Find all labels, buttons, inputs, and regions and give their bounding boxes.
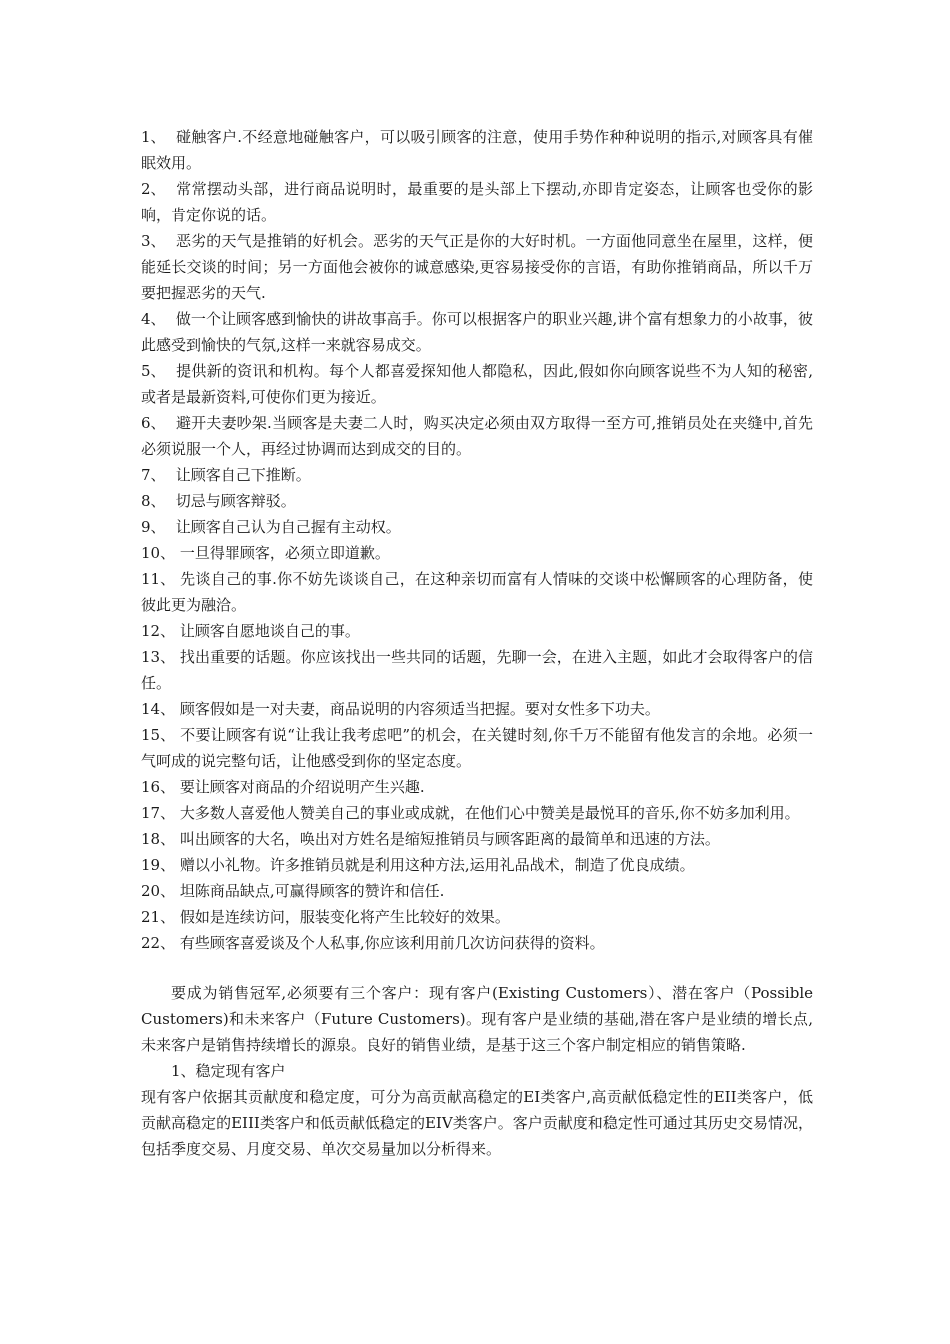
section-body: 现有客户依据其贡献度和稳定度，可分为高贡献高稳定的EI类客户,高贡献低稳定性的EII类客户，低贡献高稳定的EIII类客户和低贡献低稳定的EIV类客户。客户贡献度和稳定性可通过其历史交易情况，包括季度交易、月度交易、单次交易量加以分析得来。 bbox=[141, 1088, 813, 1158]
list-item-number: 5、 bbox=[141, 362, 166, 380]
list-item-number: 10、 bbox=[141, 544, 176, 562]
list-item bbox=[141, 540, 813, 566]
list-item bbox=[141, 696, 813, 722]
list-item bbox=[141, 930, 813, 956]
list-item-number: 21、 bbox=[141, 908, 176, 926]
list-item bbox=[141, 228, 813, 306]
list-item bbox=[141, 566, 813, 618]
list-item-number: 3、 bbox=[141, 232, 166, 250]
document-page bbox=[141, 124, 813, 1162]
list-item-text: 找出重要的话题。你应该找出一些共同的话题，先聊一会，在进入主题，如此才会取得客户的信任。 bbox=[141, 648, 813, 692]
list-item bbox=[141, 410, 813, 462]
list-item-number: 22、 bbox=[141, 934, 176, 952]
list-item-text: 让顾客自愿地谈自己的事。 bbox=[175, 622, 360, 640]
list-item bbox=[141, 358, 813, 410]
list-item-number: 6、 bbox=[141, 414, 166, 432]
list-item bbox=[141, 514, 813, 540]
list-item-text: 赠以小礼物。许多推销员就是利用这种方法,运用礼品战术，制造了优良成绩。 bbox=[175, 856, 695, 874]
list-item-text: 切忌与顾客辩驳。 bbox=[171, 492, 296, 510]
list-item bbox=[141, 826, 813, 852]
intro-paragraph: 要成为销售冠军,必须要有三个客户：现有客户(Existing Customers）、潜在客户（Possible Customers)和未来客户（Future Customers)。现有客户是业绩的基础,潜在客户是业绩的增长点,未来客户是销售持续增长的源泉。良好的销售业绩，是基于这三个客户制定相应的销售策略. bbox=[141, 984, 813, 1054]
list-item-text: 一旦得罪顾客，必须立即道歉。 bbox=[175, 544, 390, 562]
list-item-text: 常常摆动头部，进行商品说明时，最重要的是头部上下摆动,亦即肯定姿态，让顾客也受你的影响，肯定你说的话。 bbox=[141, 180, 813, 224]
list-item bbox=[141, 878, 813, 904]
list-item bbox=[141, 904, 813, 930]
list-item bbox=[141, 488, 813, 514]
list-item-number: 13、 bbox=[141, 648, 176, 666]
list-item-text: 不要让顾客有说“让我让我考虑吧”的机会，在关键时刻,你千万不能留有他发言的余地。必须一气呵成的说完整句话，让他感受到你的坚定态度。 bbox=[141, 726, 813, 770]
list-item-number: 11、 bbox=[141, 570, 176, 588]
list-item bbox=[141, 618, 813, 644]
list-item-text: 做一个让顾客感到愉快的讲故事高手。你可以根据客户的职业兴趣,讲个富有想象力的小故事，彼此感受到愉快的气氛,这样一来就容易成交。 bbox=[141, 310, 813, 354]
list-item-text: 让顾客自己下推断。 bbox=[171, 466, 311, 484]
list-item-number: 9、 bbox=[141, 518, 166, 536]
list-item-text: 叫出顾客的大名，唤出对方姓名是缩短推销员与顾客距离的最简单和迅速的方法。 bbox=[175, 830, 720, 848]
list-item bbox=[141, 852, 813, 878]
list-item-text: 大多数人喜爱他人赞美自己的事业或成就，在他们心中赞美是最悦耳的音乐,你不妨多加利用。 bbox=[175, 804, 800, 822]
section-heading: 1、稳定现有客户 bbox=[171, 1062, 286, 1080]
list-item bbox=[141, 774, 813, 800]
list-item-number: 1、 bbox=[141, 128, 166, 146]
list-item-number: 4、 bbox=[141, 310, 166, 328]
list-item bbox=[141, 800, 813, 826]
list-item bbox=[141, 124, 813, 176]
tips-list bbox=[141, 124, 813, 956]
list-item-text: 提供新的资讯和机构。每个人都喜爱探知他人都隐私，因此,假如你向顾客说些不为人知的秘密,或者是最新资料,可使你们更为接近。 bbox=[141, 362, 813, 406]
list-item-number: 19、 bbox=[141, 856, 176, 874]
list-item-number: 20、 bbox=[141, 882, 176, 900]
list-item bbox=[141, 722, 813, 774]
list-item-text: 让顾客自己认为自己握有主动权。 bbox=[171, 518, 401, 536]
list-item-number: 8、 bbox=[141, 492, 166, 510]
list-item-number: 7、 bbox=[141, 466, 166, 484]
list-item-number: 17、 bbox=[141, 804, 176, 822]
list-item bbox=[141, 306, 813, 358]
list-item-text: 假如是连续访问，服装变化将产生比较好的效果。 bbox=[175, 908, 510, 926]
list-item-text: 顾客假如是一对夫妻，商品说明的内容须适当把握。要对女性多下功夫。 bbox=[175, 700, 660, 718]
list-item-number: 18、 bbox=[141, 830, 176, 848]
paragraph-gap bbox=[141, 956, 813, 980]
list-item-number: 2、 bbox=[141, 180, 166, 198]
list-item-number: 15、 bbox=[141, 726, 176, 744]
list-item-text: 要让顾客对商品的介绍说明产生兴趣. bbox=[175, 778, 425, 796]
list-item-number: 14、 bbox=[141, 700, 176, 718]
list-item-text: 坦陈商品缺点,可赢得顾客的赞许和信任. bbox=[175, 882, 445, 900]
list-item bbox=[141, 176, 813, 228]
list-item-text: 有些顾客喜爱谈及个人私事,你应该利用前几次访问获得的资料。 bbox=[175, 934, 605, 952]
list-item bbox=[141, 644, 813, 696]
list-item-text: 恶劣的天气是推销的好机会。恶劣的天气正是你的大好时机。一方面他同意坐在屋里，这样，便能延长交谈的时间；另一方面他会被你的诚意感染,更容易接受你的言语，有助你推销商品，所以千万要把握恶劣的天气. bbox=[141, 232, 813, 302]
list-item-text: 避开夫妻吵架.当顾客是夫妻二人时，购买决定必须由双方取得一至方可,推销员处在夹缝中,首先必须说服一个人，再经过协调而达到成交的目的。 bbox=[141, 414, 813, 458]
list-item-text: 碰触客户.不经意地碰触客户，可以吸引顾客的注意，使用手势作种种说明的指示,对顾客具有催眠效用。 bbox=[141, 128, 813, 172]
list-item-number: 16、 bbox=[141, 778, 176, 796]
list-item bbox=[141, 462, 813, 488]
list-item-number: 12、 bbox=[141, 622, 176, 640]
list-item-text: 先谈自己的事.你不妨先谈谈自己，在这种亲切而富有人情味的交谈中松懈顾客的心理防备，使彼此更为融洽。 bbox=[141, 570, 813, 614]
